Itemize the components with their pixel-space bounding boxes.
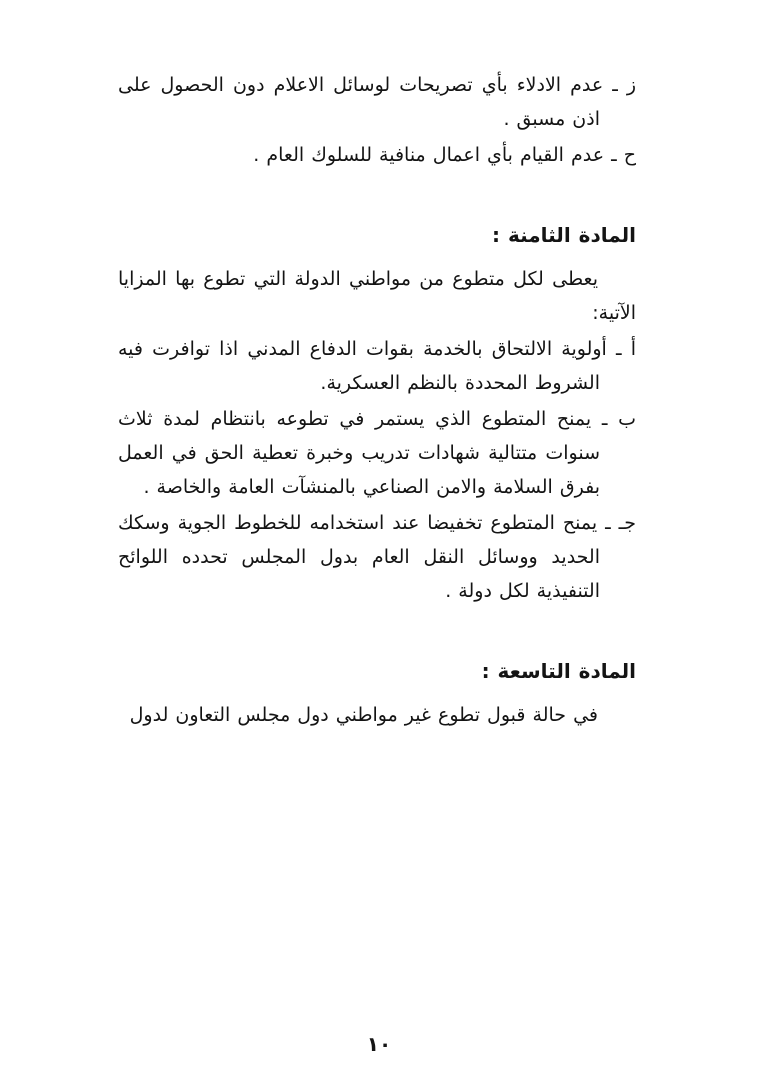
clause-h: ح ـ عدم القيام بأي اعمال منافية للسلوك العام . bbox=[253, 144, 636, 166]
clause-b: ب ـ يمنح المتطوع الذي يستمر في تطوعه بانتظام لمدة ثلاث سنوات متتالية شهادات تدريب وخبرة تعطية الحق في العمل بفرق السلامة والامن الصناعي بالمنشآت العامة والخاصة . bbox=[118, 408, 636, 498]
clause-z: ز ـ عدم الادلاء بأي تصريحات لوسائل الاعلام دون الحصول على اذن مسبق . bbox=[118, 74, 636, 130]
article-eight-intro: يعطى لكل متطوع من مواطني الدولة التي تطوع بها المزايا الآتية: bbox=[118, 268, 636, 324]
clause-a: أ ـ أولوية الالتحاق بالخدمة بقوات الدفاع المدني اذا توافرت فيه الشروط المحددة بالنظم العسكرية. bbox=[118, 338, 636, 394]
page-number: ١٠ bbox=[366, 1032, 392, 1056]
document-body bbox=[118, 68, 636, 734]
article-eight-heading: المادة الثامنة : bbox=[492, 223, 636, 247]
article-nine-intro: في حالة قبول تطوع غير مواطني دول مجلس التعاون لدول bbox=[129, 704, 598, 726]
clause-j: جـ ـ يمنح المتطوع تخفيضا عند استخدامه للخطوط الجوية وسكك الحديد ووسائل النقل العام بدول المجلس تحدده اللوائح التنفيذية لكل دولة . bbox=[118, 512, 636, 602]
article-nine-heading: المادة التاسعة : bbox=[481, 659, 636, 683]
